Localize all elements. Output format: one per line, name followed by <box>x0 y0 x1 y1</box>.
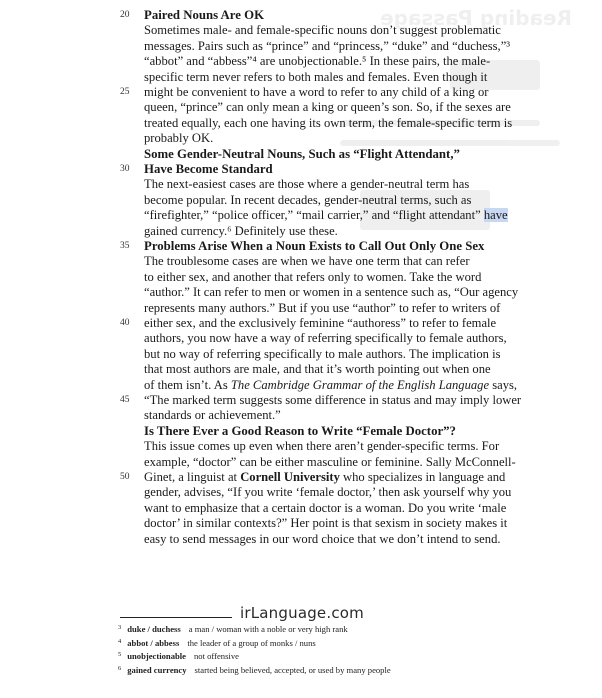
line-text: that most authors are male, and that it’s worth pointing out when one <box>144 362 491 377</box>
highlighted-word[interactable]: have <box>483 208 508 223</box>
text-line <box>144 347 501 361</box>
footnote <box>118 636 316 649</box>
footnote-definition: started being believed, accepted, or used by many people <box>194 664 391 675</box>
line-text: standards or achievement.” <box>144 408 281 423</box>
line-text: to either sex, and another that refers only to women. Take the word <box>144 269 482 284</box>
line-text: doctor’ in similar contexts?” Her point is that sexism in society makes it <box>144 516 508 531</box>
section-heading <box>144 424 456 438</box>
footnote <box>118 622 348 635</box>
footnote-definition: not offensive <box>193 651 239 661</box>
footnote <box>118 649 239 662</box>
footnote-number: 4 <box>118 637 122 645</box>
line-text: example, “doctor” can be either masculine or feminine. Sally McConnell- <box>144 454 516 469</box>
site-watermark: irLanguage.com <box>240 604 364 622</box>
emphasized-name: Cornell University <box>240 470 340 484</box>
line-text: “abbot” and “abbess”⁴ are unobjectionable.⁵ In these pairs, the male- <box>144 54 491 69</box>
text-line <box>144 224 338 238</box>
footnote-number: 3 <box>118 624 122 631</box>
line-number: 45 <box>120 395 130 405</box>
text-line <box>144 100 511 114</box>
footnote-definition: a man / woman with a noble or very high rank <box>188 624 348 634</box>
line-text: Sometimes male- and female-specific nouns don’t suggest problematic <box>144 23 501 38</box>
line-text: The troublesome cases are when we have one term that can refer <box>144 254 470 269</box>
text-line <box>144 516 507 530</box>
text-line <box>144 39 510 53</box>
line-text: authors, you now have a way of referring specifically to female authors, <box>144 331 507 346</box>
text-line <box>144 316 496 330</box>
line-text: Problems Arise When a Noun Exists to Call Out Only One Sex <box>144 239 485 253</box>
footnote-definition: the leader of a group of monks / nuns <box>187 637 316 648</box>
line-text: might be convenient to have a word to refer to any child of a king or <box>144 85 489 99</box>
text-line <box>144 116 512 130</box>
text-line <box>144 177 469 191</box>
line-text: probably OK. <box>144 131 214 146</box>
line-text: gender, advises, “If you write ‘female doctor,’ then ask yourself why you <box>144 485 512 500</box>
text-line <box>144 439 499 453</box>
text-line <box>144 208 508 222</box>
footnote-divider <box>120 617 232 618</box>
section-heading <box>144 162 273 176</box>
line-text: Is There Ever a Good Reason to Write “Female Doctor”? <box>144 423 456 438</box>
line-text: become popular. In recent decades, gender-neutral terms, such as <box>144 192 472 207</box>
text-line <box>144 131 213 145</box>
text-line <box>144 501 506 515</box>
line-text: want to emphasize that a certain doctor is a woman. Do you write ‘male <box>144 500 507 515</box>
book-title: The Cambridge Grammar of the English Language <box>230 377 490 392</box>
text-line <box>144 455 516 469</box>
text-line <box>144 70 487 84</box>
text-line <box>144 193 471 207</box>
background-header: Reading Passage <box>380 6 572 30</box>
line-text: either sex, and the exclusively feminine “authoress” to refer to female <box>144 316 497 330</box>
text-line <box>144 532 501 546</box>
text-line <box>144 301 500 315</box>
line-text: represents many authors.” But if you use “author” to refer to writers of <box>144 300 501 315</box>
line-number: 40 <box>120 318 130 328</box>
line-text: Paired Nouns Are OK <box>144 8 265 22</box>
footnote-term: gained currency <box>127 664 187 675</box>
line-text: This issue comes up even when there aren’t gender-specific terms. For <box>144 439 500 454</box>
line-text: treated equally, each one having its own term, the female-specific term is <box>144 115 513 130</box>
text-line <box>144 254 470 268</box>
footnote-number: 5 <box>118 651 122 658</box>
footnote-term: duke / duchess <box>127 624 181 634</box>
section-heading <box>144 239 484 253</box>
text-line <box>144 362 491 376</box>
text-line <box>144 470 505 484</box>
line-number: 50 <box>120 472 130 482</box>
footnote-number: 6 <box>118 664 122 672</box>
text-line <box>144 485 511 499</box>
line-text: specific term never refers to both males and females. Even though it <box>144 69 488 84</box>
line-text: Some Gender-Neutral Nouns, Such as “Flight Attendant,” <box>144 146 460 161</box>
text-line <box>144 54 490 68</box>
line-text: Ginet, a linguist at Cornell University who specializes in language and <box>144 470 506 484</box>
text-line <box>144 393 521 407</box>
text-line <box>144 270 481 284</box>
line-text: queen, “prince” can only mean a king or queen’s son. So, if the sexes are <box>144 100 511 115</box>
section-heading <box>144 8 264 22</box>
text-line <box>144 378 517 392</box>
line-text: of them isn’t. As The Cambridge Grammar of the English Language says, <box>144 377 518 392</box>
line-number: 35 <box>120 241 130 251</box>
footnote-term: abbot / abbess <box>127 637 180 648</box>
line-number: 20 <box>120 10 130 20</box>
section-heading <box>144 147 460 161</box>
line-text: messages. Pairs such as “prince” and “princess,” “duke” and “duchess,”³ <box>144 38 511 53</box>
line-text: easy to send messages in our word choice that we don’t intend to send. <box>144 531 501 546</box>
line-text: gained currency.⁶ Definitely use these. <box>144 223 338 238</box>
line-text: Have Become Standard <box>144 162 273 176</box>
text-line <box>144 408 281 422</box>
line-text: The next-easiest cases are those where a gender-neutral term has <box>144 177 470 192</box>
line-text: “The marked term suggests some difference in status and may imply lower <box>144 393 522 407</box>
text-line <box>144 331 507 345</box>
footnote-term: unobjectionable <box>127 651 186 661</box>
line-text: “author.” It can refer to men or women in a sentence such as, “Our agency <box>144 285 519 300</box>
line-number: 25 <box>120 87 130 97</box>
text-line <box>144 23 501 37</box>
footnote <box>118 663 391 676</box>
line-text: but no way of referring specifically to male authors. The implication is <box>144 346 501 361</box>
line-number: 30 <box>120 164 130 174</box>
text-line <box>144 85 488 99</box>
line-text: “firefighter,” “police officer,” “mail carrier,” and “flight attendant” <box>144 208 484 223</box>
text-line <box>144 285 518 299</box>
